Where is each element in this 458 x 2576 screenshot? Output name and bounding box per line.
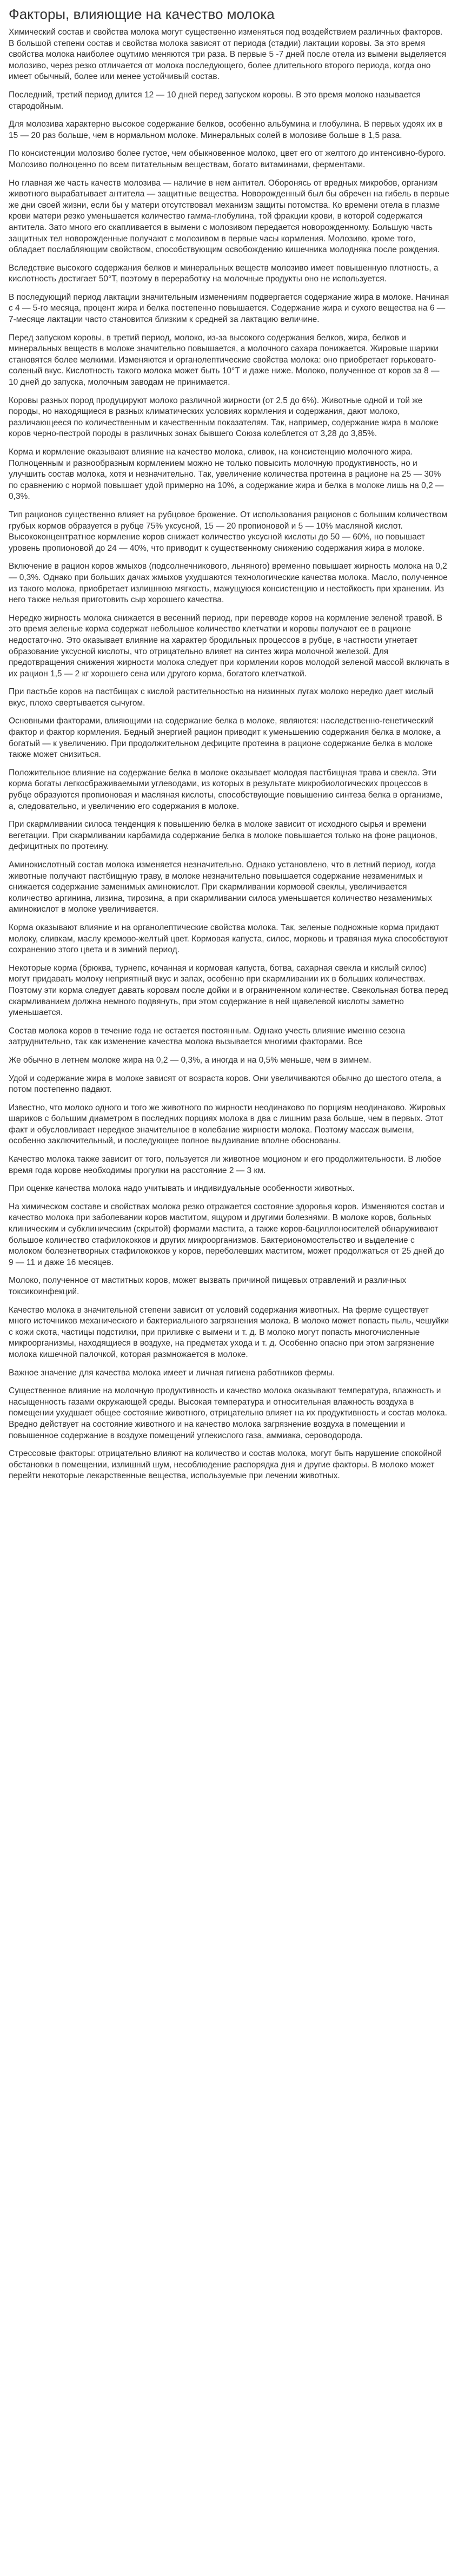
article-paragraph: При скармливании силоса тенденция к повышению белка в молоке зависит от исходного сырья и времени вегетации. При скармливании карбамида содержание белка в молоке повышается только на фоне рационов, дефицитных по протеину. bbox=[9, 820, 437, 852]
article-paragraph: Включение в рацион коров жмыхов (подсолнечникового, льняного) временно повышает жирность молока на 0,2 — 0,3%. Однако при больших дачах жмыхов ухудшаются технологические качества молока. Масло, полученное из такого молока, приобретает излишнюю мягкость, мажущуюся консистенцию и нестойкость при хранении. Из него также нельзя приготовить сыр хорошего качества. bbox=[9, 562, 448, 605]
article-paragraph: Состав молока коров в течение года не остается постоянным. Однако учесть влияние именно сезона затруднительно, так как изменение качества молока вызывается многими факторами. Все bbox=[9, 1026, 406, 1047]
article-paragraph: Для молозива характерно высокое содержание белков, особенно альбумина и глобулина. В первых удоях их в 15 — 20 раз больше, чем в нормальном молоке. Минеральных солей в молозиве больше в 1,5 раза. bbox=[9, 120, 443, 140]
article-body bbox=[9, 27, 449, 1482]
article-paragraph: Известно, что молоко одного и того же животного по жирности неодинаково по порциям неодинаково. Жировых шариков с большим диаметром в последних порциях молока в два с лишним раза больше, чем в первых. Этот факт и обусловливает нередкое значительное в колебание жирности молока. Поэтому массаж вымени, особенно заключительный, и последующее полное выдаивание вполне обоснованы. bbox=[9, 1103, 446, 1146]
article-paragraph: Же обычно в летнем молоке жира на 0,2 — 0,3%, а иногда и на 0,5% меньше, чем в зимнем. bbox=[9, 1055, 371, 1065]
article-paragraph: При пастьбе коров на пастбищах с кислой растительностью на низинных лугах молоко нередко дает кислый вкус, плохо свертывается сычугом. bbox=[9, 687, 434, 708]
article-title: Факторы, влияющие на качество молока bbox=[9, 6, 275, 22]
article-paragraph: Качество молока также зависит от того, пользуется ли животное моционом и его продолжительности. В любое время года корове необходимы прогулки на расстояние 2 — 3 км. bbox=[9, 1155, 441, 1175]
article-paragraph: Химический состав и свойства молока могут существенно изменяться под воздействием различных факторов. В большой степени состав и свойства молока зависят от периода (стадии) лактации коровы. За это время свойства молока наиболее оцутимо меняются три раза. В первые 5 -7 дней после отела из вымени выделяется молозиво, через резко отличается от молока последующего, более длительного второго периода, когда оно имеет обычный, более или менее устойчивый состав. bbox=[9, 28, 447, 82]
article-paragraph: По консистенции молозиво более густое, чем обыкновенное молоко, цвет его от желтого до интенсивно-бурого. Молозиво полноценно по всем питательным веществам, богато витаминами, ферментами. bbox=[9, 149, 446, 169]
article-paragraph: Корма оказывают влияние и на органолептические свойства молока. Так, зеленые подножные корма придают молоку, сливкам, маслу кремово-желтый цвет. Кормовая капуста, силос, морковь и травяная мука способствуют сохранению этого цвета и в зимний период. bbox=[9, 923, 448, 955]
article-paragraph: Но главная же часть качеств молозива — наличие в нем антител. Оборонясь от вредных микробов, организм животного вырабатывает антитела — защитные вещества. Новорожденный был бы обречен на гибель в первые же дни своей жизни, если бы у матери отсутствовал механизм защиты потомства. Ко времени отела в плазме крови матери резко уменьшается количество гамма-глобулина, той фракции крови, в которой содержатся антитела. Зато много его скапливается в вымени с молозивом передается новорожденному. Большую часть защитных тел новорожденные получают с молозивом в первые часы кормления. Молозиво, кроме того, обладает послабляющим свойством, способствующим освобождению кишечника молодняка после рождения. bbox=[9, 178, 449, 255]
article-paragraph: Существенное влияние на молочную продуктивность и качество молока оказывают температура, влажность и насыщенность газами окружающей среды. Высокая температура и относительная влажность воздуха в помещении ухудшает общее состояние животного, отрицательно влияет на их продуктивность и состав молока. Вредно действует на состояние животного и на качество молока загрязнение воздуха в помещении и повышенное содержание в воздухе помещений углекислого газа, аммиака, сероводорода. bbox=[9, 1386, 447, 1440]
article-paragraph: На химическом составе и свойствах молока резко отражается состояние здоровья коров. Изменяются состав и качество молока при заболевании коров маститом, ящуром и другими болезнями. В молоке коров, больных клиническим и субклиническим (скрытой) формами мастита, а также коров-бациллоносителей обнаруживают большое количество стафилококков и других микроорганизмов. Бактериономостельство и выделение с молоком болезнетворных стафилококков у коров, переболевших маститом, может продолжаться от 25 дней до 9 — 11 и даже 16 месяцев. bbox=[9, 1202, 444, 1267]
article-paragraph: Основными факторами, влияющими на содержание белка в молоке, являются: наследственно-генетический фактор и фактор кормления. Бедный энергией рацион приводит к уменьшению содержания белка в молоке, а богатый — к увеличению. При продолжительном дефиците протеина в рационе содержание белка в молоке также может снизиться. bbox=[9, 716, 441, 760]
article-paragraph: Коровы разных пород продуцируют молоко различной жирности (от 2,5 до 6%). Животные одной и той же породы, но находящиеся в разных климатических условиях кормления и содержания, дают молоко, различающееся по количественным и качественным показателям. Так, например, содержание жира в молоке коров черно-пестрой породы в различных зонах бывшего Союза колеблется от 3,28 до 3,85%. bbox=[9, 396, 439, 439]
article-paragraph: Качество молока в значительной степени зависит от условий содержания животных. На ферме существует много источников механического и бактериального загрязнения молока. В молоко может попасть пыль, чешуйки с кожи скота, частицы подстилки, при приливке с вымени и т. д. В молоко могут попасть многочисленные микроорганизмы, находящиеся в воздухе, на предметах ухода и т. д. Особенно опасно при этом загрязнение молока кишечной палочкой, которая размножается в молоке. bbox=[9, 1305, 449, 1359]
article-paragraph: Некоторые корма (брюква, турнепс, кочанная и кормовая капуста, ботва, сахарная свекла и кислый силос) могут придавать молоку неприятный вкус и запах, особенно при скармливании их в больших количествах. Поэтому эти корма следует давать коровам после дойки и в ограниченном количестве. Свекольная ботва перед скармливанием должна немного подвянуть, при этом содержание в ней щавелевой кислоты заметно уменьшается. bbox=[9, 963, 448, 1018]
article-paragraph: Положительное влияние на содержание белка в молоке оказывает молодая пастбищная трава и свекла. Эти корма богаты легкосбраживаемыми углеводами, из которых в результате микробиологических процессов в рубце образуются пропионовая и масляная кислоты, способствующие повышению синтеза белка в организме, а, следовательно, и увеличению его содержания в молоке. bbox=[9, 768, 443, 811]
article-paragraph: Важное значение для качества молока имеет и личная гигиена работников фермы. bbox=[9, 1368, 335, 1378]
article-paragraph: При оценке качества молока надо учитывать и индивидуальные особенности животных. bbox=[9, 1184, 355, 1194]
article-paragraph: Тип рационов существенно влияет на рубцовое брожение. От использования рационов с большим количеством грубых кормов образуется в рубце 75% уксусной, 15 — 20 пропионовой и 5 — 10% масляной кислот. Высококонцентратное кормление коров снижает количество уксусной кислоты до 50 — 60%, но повышает уровень пропионовой до 24 — 40%, что приводит к существенному снижению содержания жира в молоке. bbox=[9, 510, 448, 553]
article-paragraph: Удой и содержание жира в молоке зависят от возраста коров. Они увеличиваются обычно до шестого отела, а потом постепенно падают. bbox=[9, 1073, 441, 1095]
article-paragraph: Нередко жирность молока снижается в весенний период, при переводе коров на кормление зеленой травой. В это время зеленые корма содержат небольшое количество клетчатки и коровы получают ее в рационе недостаточно. Это оказывает влияние на характер бродильных процессов в рубце, в частности угнетает образование уксусной кислоты, что отрицательно влияет на синтез жира молочной железой. Для предотвращения снижения жирности молока следует при кормлении коров молодой зеленой массой включать в их рацион 1,5 — 2 кг хорошего сена или другого корма, богатого клетчаткой. bbox=[9, 613, 449, 678]
article-paragraph: Перед запуском коровы, в третий период, молоко, из-за высокого содержания белков, жира, белков и минеральных веществ в молоке значительно повышается, а молочного сахара понижается. Жировые шарики становятся более мелкими. Изменяются и органолептические свойства молока: оно приобретает горьковато-соленый вкус. Кислотность такого молока может быть 10°Т и даже ниже. Молоко, полученное от коров за 8 — 10 дней до запуска, молочным заводам не принимается. bbox=[9, 333, 440, 387]
article-paragraph: Стрессовые факторы: отрицательно влияют на количество и состав молока, могут быть нарушение спокойной обстановки в помещении, излишний шум, несоблюдение распорядка дня и другие факторы. В молоко может перейти некоторые лекарственные вещества, используемые при лечении животных. bbox=[9, 1449, 442, 1481]
article-paragraph: Аминокислотный состав молока изменяется незначительно. Однако установлено, что в летний период, когда животные получают пастбищную траву, в молоке незначительно повышается содержание незаменимых и снижается содержание заменимых аминокислот. При скармливании кормовой свеклы, увеличивается количество аргинина, лизина, тирозина, а при скармливании силоса уменьшается количество незаменимых аминокислот в молоке увеличивается. bbox=[9, 860, 436, 914]
article-paragraph: Молоко, полученное от маститных коров, может вызвать причиной пищевых отравлений и различных токсикоинфекций. bbox=[9, 1276, 407, 1296]
article-paragraph: Корма и кормление оказывают влияние на качество молока, сливок, на консистенцию молочного жира. Полноценным и разнообразным кормлением можно не только повысить молочную продуктивность, но и улучшить состав молока, хотя и незначительно. Так, увеличение количества протеина в рационе на 25 — 30% по сравнению с нормой повышает удой примерно на 10%, а содержание жира и белка в молоке лишь на 0,2 — 0,3%. bbox=[9, 447, 444, 502]
article-paragraph: Последний, третий период длится 12 — 10 дней перед запуском коровы. В это время молоко называется стародойным. bbox=[9, 90, 421, 111]
article-paragraph: Вследствие высокого содержания белков и минеральных веществ молозиво имеет повышенную плотность, а кислотность достигает 50°Т, поэтому в переработку на молочные продукты оно не используется. bbox=[9, 263, 439, 284]
article-paragraph: В последующий период лактации значительным изменениям подвергается содержание жира в молоке. Начиная с 4 — 5-го месяца, процент жира и белка постепенно повышается. Содержание жира и сухого вещества на 6 — 7-месяце лактации часто становится близким к средней за лактацию величине. bbox=[9, 292, 449, 325]
